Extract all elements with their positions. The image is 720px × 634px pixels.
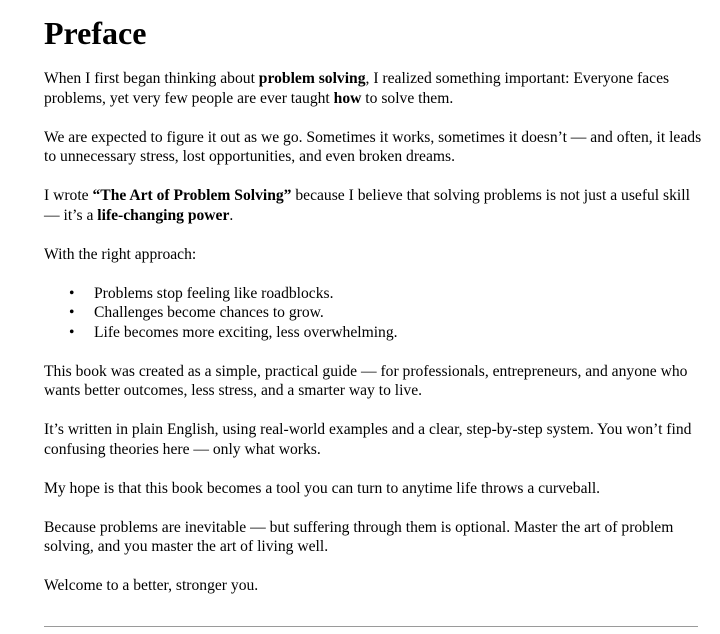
purpose-text-3: . xyxy=(229,206,234,224)
bullet-icon: • xyxy=(69,284,75,302)
paragraph-book-guide: This book was created as a simple, practical guide — for professionals, entrepreneurs, and anyone who wants better outcomes, less stress, and a smarter way to live. xyxy=(44,362,688,399)
paragraph-intro xyxy=(44,69,704,108)
purpose-text-2: because I believe that solving problems is not just a useful skill — it’s a xyxy=(44,187,690,224)
paragraph-welcome: Welcome to a better, stronger you. xyxy=(44,577,259,594)
paragraph-plain-english: It’s written in plain English, using real-world examples and a clear, step-by-step system. You won’t find confusing theories here — only what works. xyxy=(44,421,692,458)
intro-bold-problem-solving: problem solving xyxy=(258,70,366,87)
bullet-icon: • xyxy=(69,323,75,341)
list-item-text: Challenges become chances to grow. xyxy=(94,304,324,321)
benefits-list xyxy=(44,284,704,343)
list-item xyxy=(44,284,704,304)
intro-text-3: to solve them. xyxy=(361,89,454,107)
paragraph-hope: My hope is that this book becomes a tool you can turn to anytime life throws a curveball. xyxy=(44,479,601,497)
page-title: Preface xyxy=(44,15,147,51)
intro-text-1: When I first began thinking about xyxy=(44,70,259,87)
intro-text-2: , I realized something important: Everyone faces problems, yet very few people are ever taught xyxy=(44,70,670,107)
bullet-icon: • xyxy=(69,304,75,321)
paragraph-master-the-art: Because problems are inevitable — but suffering through them is optional. Master the art of problem solving, and you master the art of living well. xyxy=(44,518,674,555)
document-page xyxy=(44,0,704,596)
intro-bold-how: how xyxy=(333,89,362,107)
list-item xyxy=(44,303,704,323)
paragraph-expectations: We are expected to figure it out as we go. Sometimes it works, sometimes it doesn’t — and often, it leads to unnecessary stress, lost opportunities, and even broken dreams. xyxy=(44,128,702,165)
list-item xyxy=(44,323,704,343)
list-item-text: Life becomes more exciting, less overwhelming. xyxy=(94,323,398,341)
list-item-text: Problems stop feeling like roadblocks. xyxy=(94,284,334,302)
paragraph-right-approach: With the right approach: xyxy=(44,245,197,263)
purpose-bold-book-title: “The Art of Problem Solving” xyxy=(92,187,292,204)
purpose-text-1: I wrote xyxy=(44,187,93,204)
bottom-divider xyxy=(44,626,698,627)
paragraph-book-purpose xyxy=(44,186,704,225)
purpose-bold-life-changing: life-changing power xyxy=(97,206,230,224)
